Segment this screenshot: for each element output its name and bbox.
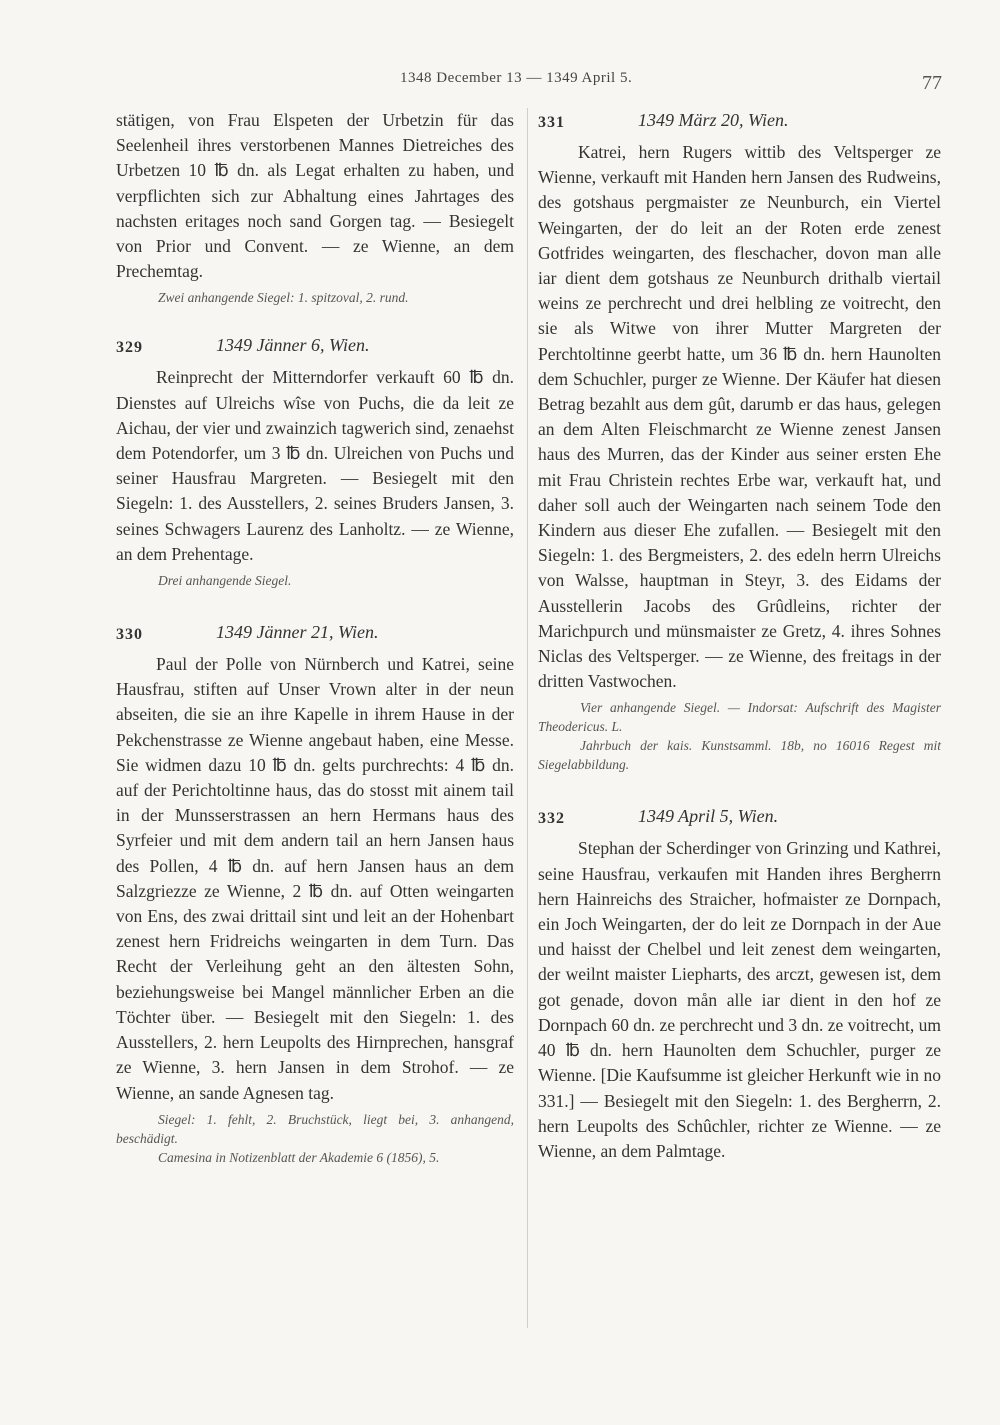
doc-text: Katrei, hern Rugers wittib des Veltsperger ze Wienne, verkauft mit Handen hern Jansen des Rudweins, des gotshaus pergmaister ze Neunburch, ein Viertel Weingarten, der do leit an der Roten erde zenest Gotfrides weingarten, des fleschacher, dovon man alle iar dient dem gotshaus ze Neunburch drithalb viertail weins ze perchrecht und drei helbling ze voitrecht, den sie als Witwe von ihrer Mutter Margreten der Perchtoltinne geerbt hatte, um 36 ℔ dn. hern Haunolten dem Schuchler, purger ze Wienne. Der Käufer hat diesen Betrag bezahlt aus dem gût, darumb er das haus, gelegen an dem Alten Fleischmarcht ze Wienne zenest Jansen haus des Murren, das der Kinder aus seiner ersten Ehe mit Frau Christein rechtes Erbe war, verkauft hat, und daher soll auch der Weingarten nach seinem Tode den Kindern aus dieser Ehe zufallen. — Besiegelt mit den Siegeln: 1. des Bergmeisters, 2. des edeln herrn Ulreichs von Walsse, hauptman in Steyr, 3. des Eidams der Ausstellerin Jacobs des Grûdleins, richter der Marichpurch und münsmaister ze Gretz, 4. ihres Sohnes Niclas des Veltsperger. — ze Wienne, des freitags in der dritten Vastwochen. <box>538 142 941 692</box>
left-column <box>116 108 514 1167</box>
doc-number: 331 <box>538 114 565 131</box>
doc-date: 1349 Jänner 21, Wien. <box>216 622 379 643</box>
doc-heading <box>116 333 514 365</box>
continuation-text: stätigen, von Frau Elspeten der Urbetzin für das Seelenheil ihres verstorbenen Mannes Dietreiches des Urbetzen 10 ℔ dn. als Legat erhalten zu haben, und verpflichten sich zur Abhaltung eines Jahrtages des nachsten eritages noch sand Gorgen tag. — Besiegelt von Prior und Convent. — ze Wienne, an dem Prechemtag. <box>116 110 514 282</box>
doc-text: Paul der Polle von Nürnberch und Katrei, seine Hausfrau, stiften auf Unser Vrown alter in der neun abseiten, die sie an ihre Kapelle in ihrem Hause in der Pekchenstrasse ze Wienne angebaut haben, eine Messe. Sie widmen dazu 10 ℔ dn. gelts purchrechts: 4 ℔ dn. auf der Perichtoltinne haus, das do stosst mit ainem tail in der Munsserstrassen an hern Hermans haus des Syrfeier und mit dem andern tail an hern Jansen haus des Pollen, 4 ℔ dn. auf hern Jansen haus an dem Salzgriezze ze Wienne, 2 ℔ dn. auf Otten weingarten von Ens, des zwai drittail sint und leit an der Hohenbart zenest hern Fridreichs weingarten in dem Turn. Das Recht der Verleihung geht an den ältesten Sohn, beziehungsweise bei Mangel männlicher Erben an die Töchter über. — Besiegelt mit den Siegeln: 1. des Ausstellers, 2. hern Leupolts des Hirnprechen, hansgraf ze Wienne, 3. hern Jansen in dem Strohof. — ze Wienne, an sande Agnesen tag. <box>116 654 514 1103</box>
column-divider <box>527 108 528 1328</box>
doc-text: Reinprecht der Mitterndorfer verkauft 60 ℔ dn. Dienstes auf Ulreichs wîse von Puchs, die da leit ze Aichau, der vier und zwainzich tagwerich sind, zenaehst dem Potendorfer, um 3 ℔ dn. Ulreichen von Puchs und seiner Hausfrau Margreten. — Besiegelt mit den Siegeln: 1. des Ausstellers, 2. seines Bruders Jansen, 3. seines Schwagers Laurenz des Lanholtz. — ze Wienne, an dem Prehentage. <box>116 367 514 564</box>
doc-date: 1349 März 20, Wien. <box>638 110 789 130</box>
page-header <box>0 70 1000 100</box>
doc-number: 329 <box>116 339 143 357</box>
doc-329 <box>116 333 514 590</box>
doc-date: 1349 Jänner 6, Wien. <box>216 335 370 356</box>
doc-number: 330 <box>116 626 143 644</box>
seal-note: Siegel: 1. fehlt, 2. Bruchstück, liegt bei, 3. anhangend, beschädigt. <box>116 1111 514 1146</box>
running-head: 1348 December 13 — 1349 April 5. <box>400 70 633 86</box>
right-column <box>538 108 941 1164</box>
literature-note: Jahrbuch der kais. Kunstsamml. 18b, no 16016 Regest mit Siegelabbildung. <box>538 738 941 773</box>
seal-note: Vier anhangende Siegel. — Indorsat: Aufschrift des Magister Theodericus. L. <box>538 700 941 735</box>
doc-heading <box>538 804 941 836</box>
literature-note: Camesina in Notizenblatt der Akademie 6 (1856), 5. <box>158 1149 440 1165</box>
doc-date: 1349 April 5, Wien. <box>638 806 779 827</box>
page-number: 77 <box>922 72 942 94</box>
seal-note: Drei anhangende Siegel. <box>158 573 292 589</box>
doc-332 <box>538 804 941 1164</box>
doc-331 <box>538 108 941 774</box>
doc-328-continuation <box>116 108 514 284</box>
doc-number: 332 <box>538 810 565 828</box>
doc-text: Stephan der Scherdinger von Grinzing und Kathrei, seine Hausfrau, verkaufen mit Handen ihres Bergherrn hern Hainreichs des Straicher, hofmaister ze Dornpach, ein Joch Weingarten, der do leit ze Dornpach in der Aue und haisst der Chelbel und leit zenest dem weingarten, der weilnt maister Liepharts, des arczt, gewesen ist, dem got genade, dovon mån alle iar dient in den hof ze Dornpach 60 dn. ze perchrecht und 3 dn. ze voitrecht, um 40 ℔ dn. hern Haunolten dem Schuchler, purger ze Wienne. [Die Kaufsumme ist gleicher Herkunft wie in no 331.] — Besiegelt mit den Siegeln: 1. des Bergherrn, 2. hern Leupolts des Schûchler, richter ze Wienne. — ze Wienne, an dem Palmtage. <box>538 838 941 1161</box>
seal-note: Zwei anhangende Siegel: 1. spitzoval, 2. rund. <box>158 290 409 306</box>
doc-heading <box>116 620 514 652</box>
doc-heading <box>538 108 941 140</box>
doc-330 <box>116 620 514 1167</box>
